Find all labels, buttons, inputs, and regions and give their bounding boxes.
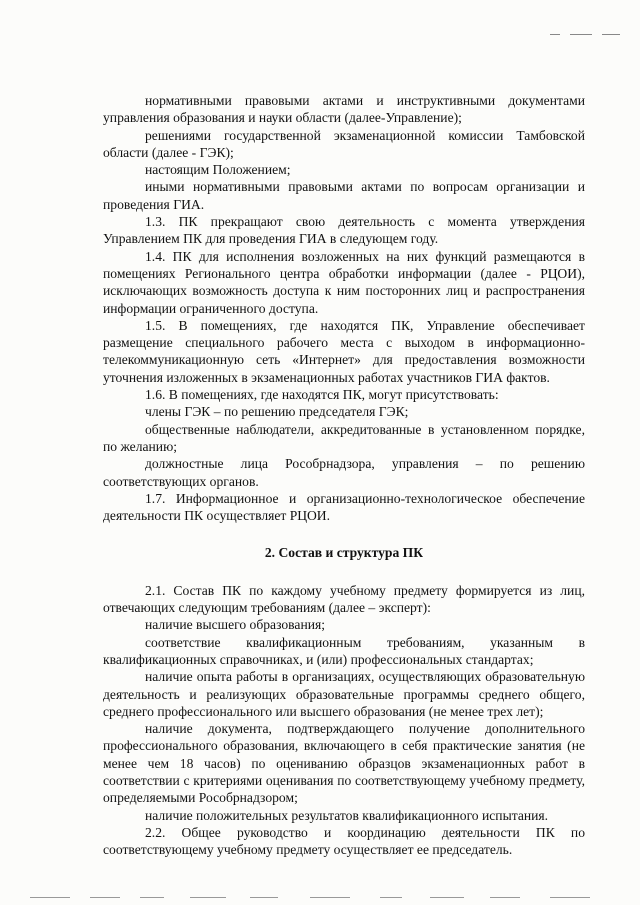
paragraph: должностные лица Рособрнадзора, управления – по решению соответствующих органов. xyxy=(103,456,585,489)
paragraph: настоящим Положением; xyxy=(145,162,291,178)
paragraph: нормативными правовыми актами и инструктивными документами управления образования и науки области (далее-Управление); xyxy=(103,93,585,126)
scan-marks-bottom xyxy=(20,897,620,899)
paragraph: 1.6. В помещениях, где находятся ПК, могут присутствовать: xyxy=(145,387,499,403)
paragraph: 1.5. В помещениях, где находятся ПК, Управление обеспечивает размещение специального рабочего места с выходом в информационно-телекоммуникационную сеть «Интернет» для предоставления возможности уточнения изложенных в экзаменационных работах участников ГИА фактов. xyxy=(103,317,585,385)
paragraph: 1.7. Информационное и организационно-технологическое обеспечение деятельности ПК осуществляет РЦОИ. xyxy=(103,490,585,524)
section-heading: 2. Состав и структура ПК xyxy=(264,545,424,561)
scan-marks-top xyxy=(550,34,620,36)
paragraph: наличие положительных результатов квалификационного испытания. xyxy=(145,807,549,823)
paragraph: 2.1. Состав ПК по каждому учебному предмету формируется из лиц, отвечающих следующим требованиям (далее – эксперт): xyxy=(103,582,585,616)
document-body xyxy=(103,92,585,858)
paragraph: общественные наблюдатели, аккредитованные в установленном порядке, по желанию; xyxy=(103,421,585,454)
paragraph: наличие высшего образования; xyxy=(145,617,326,633)
paragraph: решениями государственной экзаменационной комиссии Тамбовской области (далее - ГЭК); xyxy=(103,127,585,160)
paragraph: 1.3. ПК прекращают свою деятельность с момента утверждения Управлением ПК для проведения ГИА в следующем году. xyxy=(103,214,585,247)
paragraph: иными нормативными правовыми актами по вопросам организации и проведения ГИА. xyxy=(103,179,585,212)
paragraph: члены ГЭК – по решению председателя ГЭК; xyxy=(145,404,409,420)
paragraph: соответствие квалификационным требованиям, указанным в квалификационных справочниках, и (или) профессиональных стандартах; xyxy=(103,634,585,667)
paragraph: наличие документа, подтверждающего получение дополнительного профессионального образования, включающего в себя практические занятия (не менее чем 18 часов) по оцениванию образцов экзаменационных работ в соответствии с критериями оценивания по соответствующему учебному предмету, определяемыми Рособрнадзором; xyxy=(103,721,585,806)
paragraph: наличие опыта работы в организациях, осуществляющих образовательную деятельность и реализующих образовательные программы среднего общего, среднего профессионального или высшего образования (не менее трех лет); xyxy=(103,669,585,719)
paragraph: 1.4. ПК для исполнения возложенных на них функций размещаются в помещениях Регионального центра обработки информации (далее - РЦОИ), исключающих возможность доступа к ним посторонних лиц и распространения информации ограниченного доступа. xyxy=(103,248,585,316)
paragraph: 2.2. Общее руководство и координацию деятельности ПК по соответствующему учебному предмету осуществляет ее председатель. xyxy=(103,824,585,858)
